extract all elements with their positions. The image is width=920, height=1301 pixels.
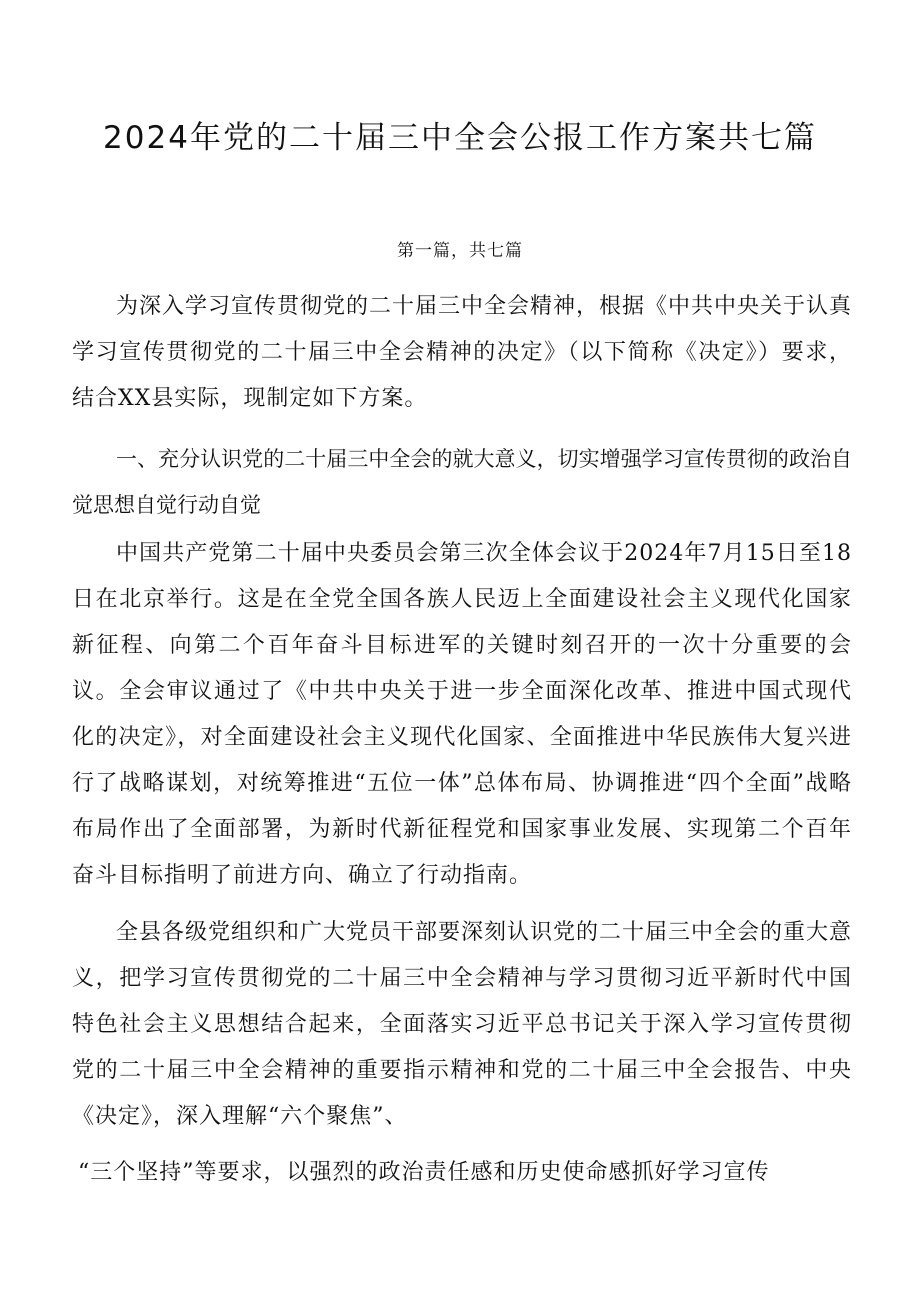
body-paragraph-2: 全县各级党组织和广大党员干部要深刻认识党的二十届三中全会的重大意义，把学习宣传贯彻党的二十届三中全会精神与学习贯彻习近平新时代中国特色社会主义思想结合起来，全面落实习近平总书记关于深入学习宣传贯彻党的二十届三中全会精神的重要指示精神和党的二十届三中全会报告、中央《决定》，深入理解“六个聚焦”、 — [72, 920, 853, 1129]
document-subtitle: 第一篇，共七篇 — [397, 241, 523, 261]
body-paragraph-3: “三个坚持”等要求，以强烈的政治责任感和历史使命感抓好学习宣传 — [78, 1160, 770, 1185]
document-title: 2024年党的二十届三中全会公报工作方案共七篇 — [103, 120, 817, 156]
body-paragraph-1: 中国共产党第二十届中央委员会第三次全体会议于2024年7月15日至18日在北京举行。这是在全党全国各族人民迈上全面建设社会主义现代化国家新征程、向第二个百年奋斗目标进军的关键时刻召开的一次十分重要的会议。全会审议通过了《中共中央关于进一步全面深化改革、推进中国式现代化的决定》，对全面建设社会主义现代化国家、全面推进中华民族伟大复兴进行了战略谋划，对统筹推进“五位一体”总体布局、协调推进“四个全面”战略布局作出了全面部署，为新时代新征程党和国家事业发展、实现第二个百年奋斗目标指明了前进方向、确立了行动指南。 — [72, 541, 852, 888]
intro-paragraph: 为深入学习宣传贯彻党的二十届三中全会精神，根据《中共中央关于认真学习宣传贯彻党的二十届三中全会精神的决定》（以下简称《决定》）要求，结合XX县实际，现制定如下方案。 — [72, 294, 853, 411]
section-heading-1: 一、充分认识党的二十届三中全会的就大意义，切实增强学习宣传贯彻的政治自觉思想自觉行动自觉 — [72, 447, 852, 517]
